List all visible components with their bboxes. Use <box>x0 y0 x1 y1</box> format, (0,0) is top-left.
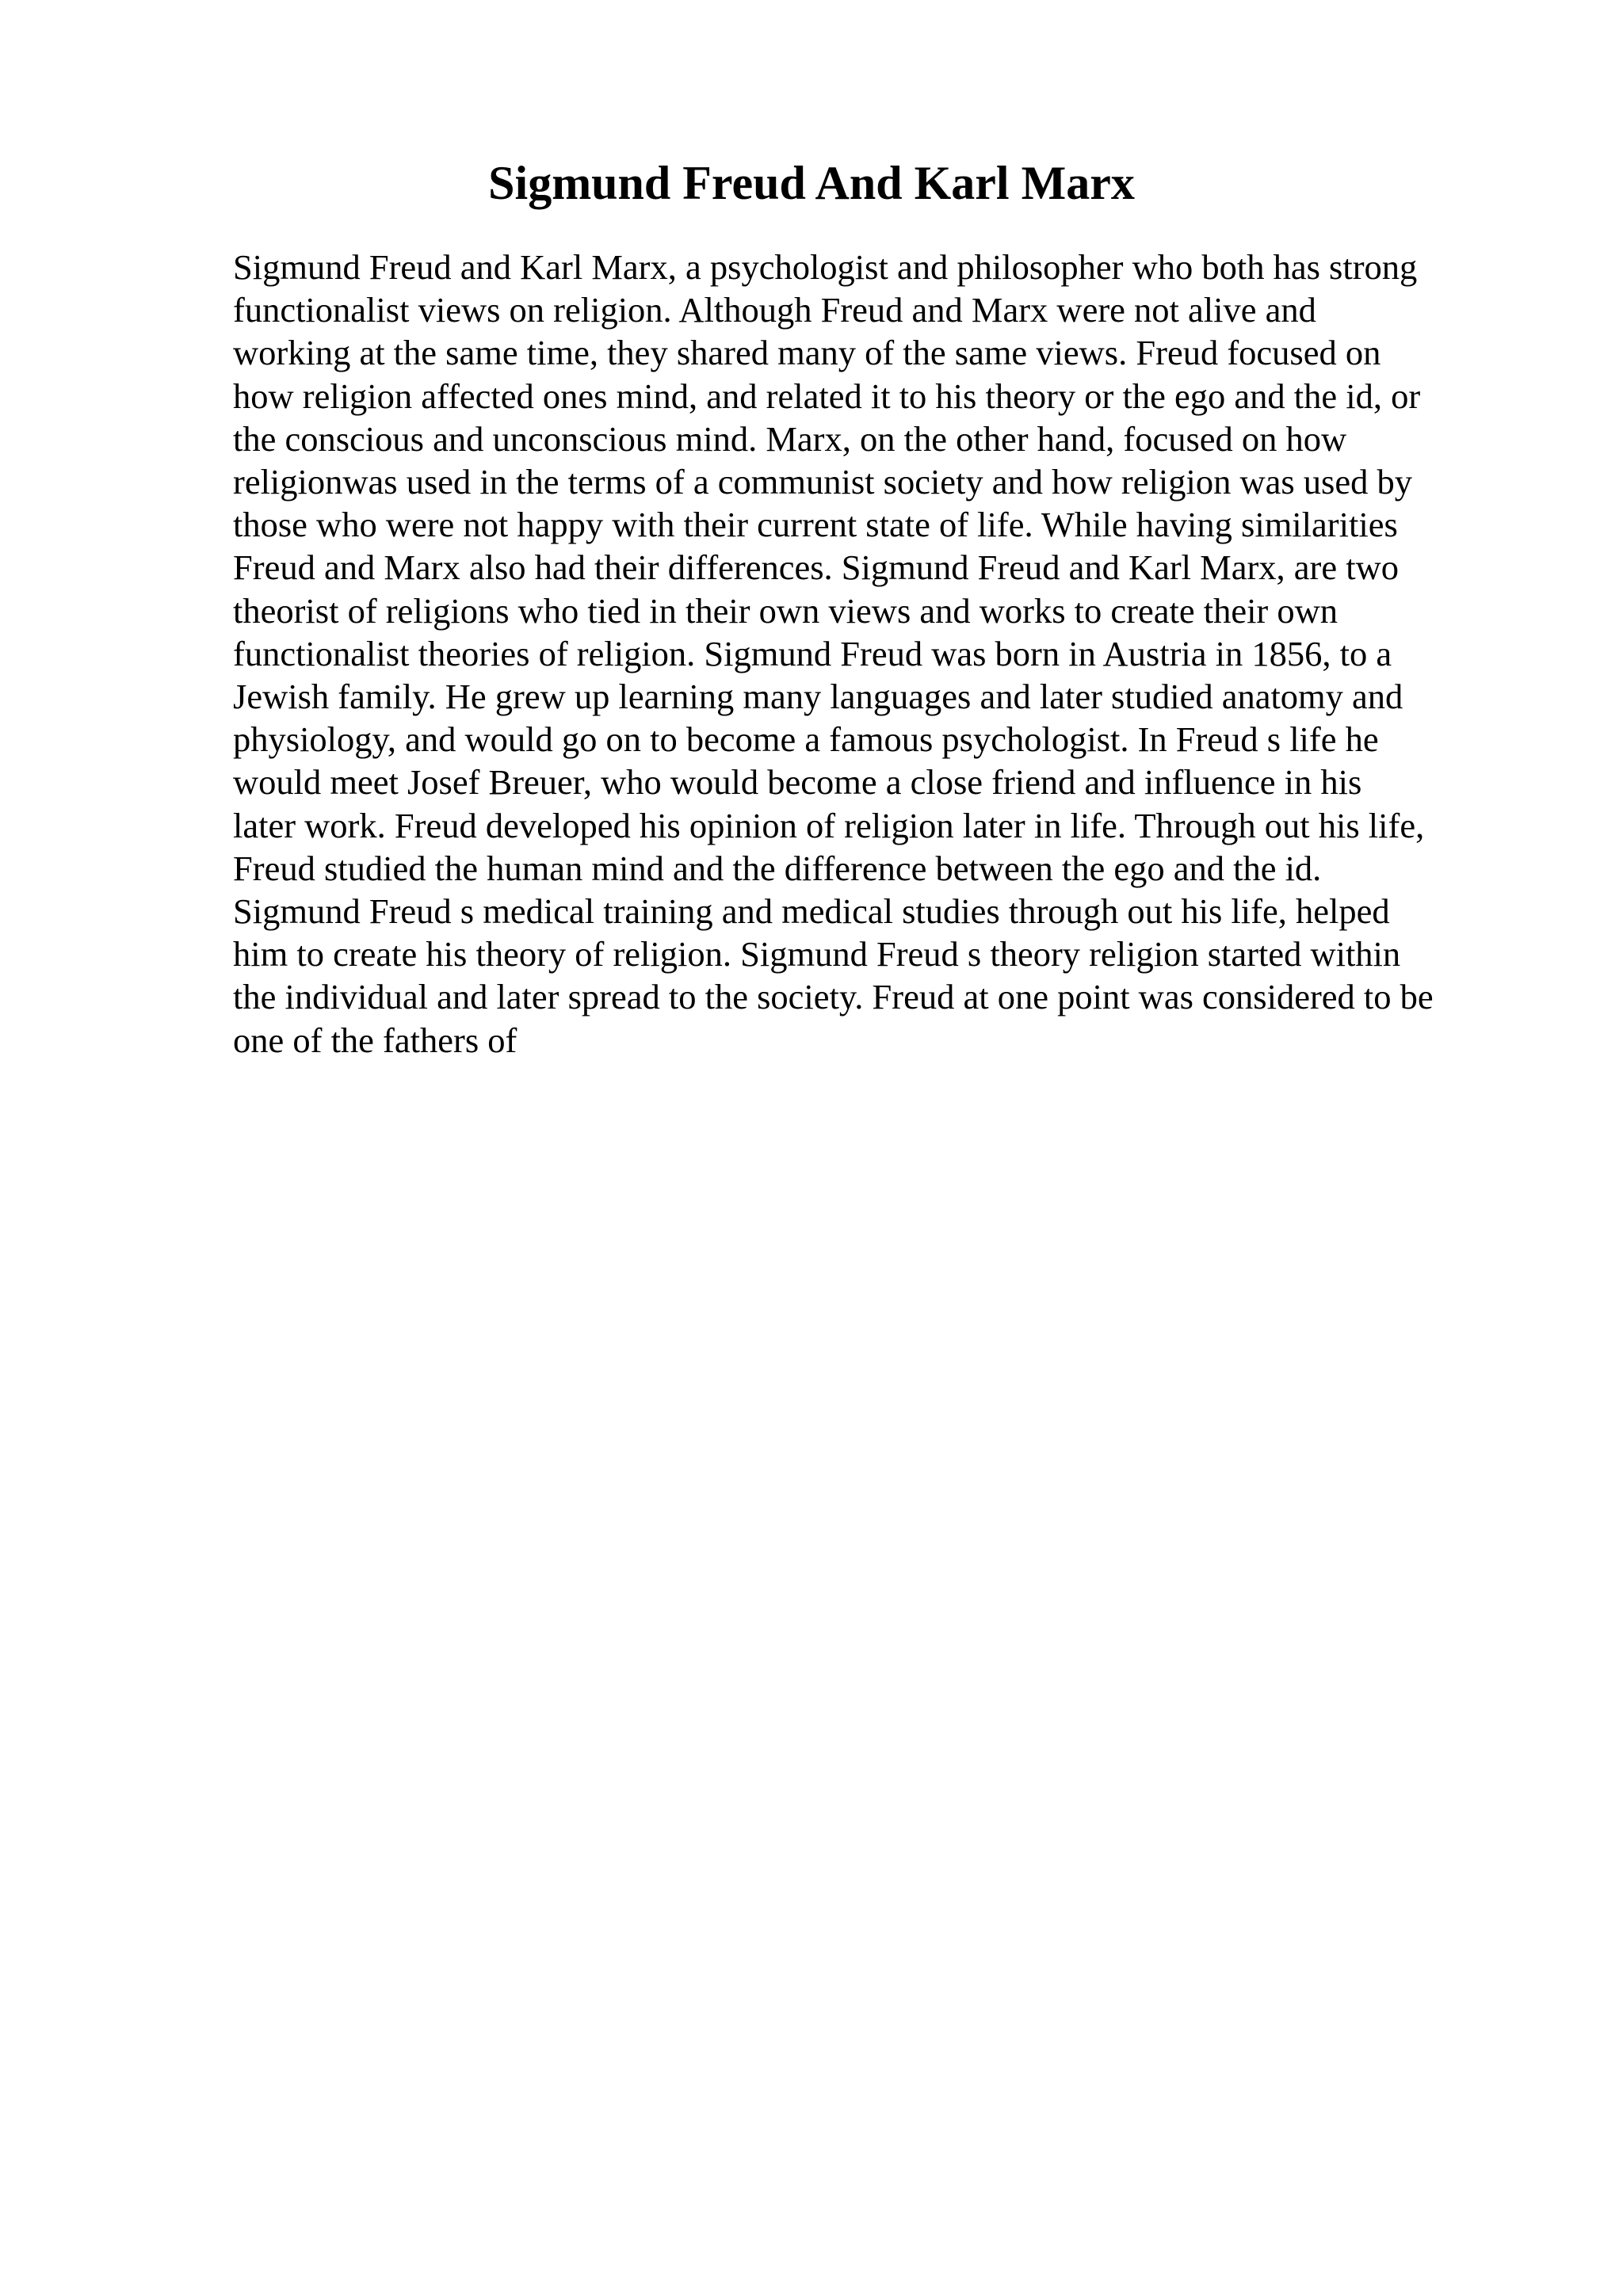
body-line: physiology, and would go on to become a famous psychologist. In Freud s life he <box>233 719 1379 760</box>
body-line: him to create his theory of religion. Sigmund Freud s theory religion started within <box>233 934 1401 974</box>
body-line: Jewish family. He grew up learning many languages and later studied anatomy and <box>233 677 1403 717</box>
body-line: Sigmund Freud s medical training and medical studies through out his life, helped <box>233 891 1390 932</box>
document-body <box>233 246 1517 1062</box>
body-line: those who were not happy with their current state of life. While having similarities <box>233 505 1398 545</box>
body-line: functionalist theories of religion. Sigmund Freud was born in Austria in 1856, to a <box>233 633 1392 673</box>
body-line: the individual and later spread to the society. Freud at one point was considered to be <box>233 977 1434 1017</box>
body-line: how religion affected ones mind, and related it to his theory or the ego and the id, or <box>233 376 1421 416</box>
body-line: later work. Freud developed his opinion of religion later in life. Through out his life, <box>233 805 1425 845</box>
body-line: functionalist views on religion. Although Freud and Marx were not alive and <box>233 290 1316 330</box>
document-title: Sigmund Freud And Karl Marx <box>488 157 1135 209</box>
body-line: religionwas used in the terms of a communist society and how religion was used by <box>233 462 1412 502</box>
body-line: theorist of religions who tied in their own views and works to create their own <box>233 590 1338 631</box>
body-line: the conscious and unconscious mind. Marx, on the other hand, focused on how <box>233 418 1347 459</box>
body-line: working at the same time, they shared many of the same views. Freud focused on <box>233 333 1381 373</box>
body-line: Sigmund Freud and Karl Marx, a psychologist and philosopher who both has strong <box>233 247 1418 287</box>
body-line: would meet Josef Breuer, who would become a close friend and influence in his <box>233 762 1362 803</box>
body-line: Freud studied the human mind and the difference between the ego and the id. <box>233 848 1322 888</box>
body-line: Freud and Marx also had their differences. Sigmund Freud and Karl Marx, are two <box>233 547 1399 588</box>
body-line: one of the fathers of <box>233 1020 517 1060</box>
